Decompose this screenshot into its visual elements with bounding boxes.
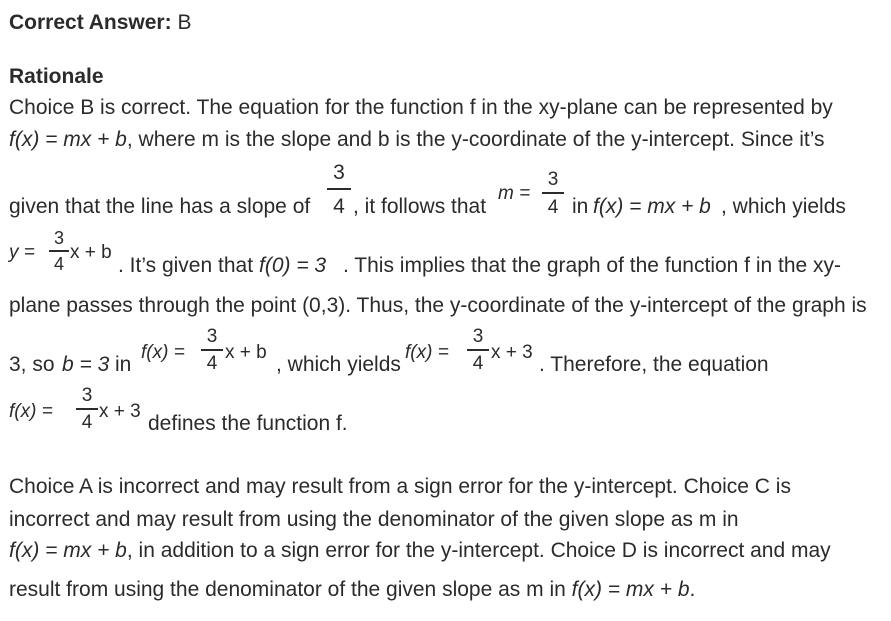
fraction-numerator: 3 [206,326,218,347]
slope-fraction [327,162,351,217]
fraction-denominator: 4 [547,197,559,218]
math-x-plus-3: x + 3 [491,342,533,363]
fraction-denominator: 4 [472,353,484,374]
math-y-equals: y = [9,242,35,263]
p2-line4-end: . [689,578,696,601]
math-fx-mx-b: f(x) = mx + b [571,578,690,601]
math-point: (0,3) [302,294,346,317]
fraction-numerator: 3 [53,228,64,248]
math-fx-equals: f(x) = [141,342,185,363]
p1-line1: Choice B is correct. The equation for the function f in the xy-plane can be represented by [9,96,833,119]
fraction-bar [201,349,223,351]
math-b-equals-3: b = 3 [62,353,110,376]
correct-answer-label: Correct Answer: [9,11,172,34]
fraction-bar [76,408,98,410]
fraction-numerator: 3 [81,385,93,406]
fraction-denominator: 4 [206,353,218,374]
p1-line2-text: , where m is the slope and b is the y-coordinate of the y-intercept. Since it’s [126,128,825,151]
p1-line5 [9,295,867,316]
correct-answer-value: B [177,11,192,34]
slope-fraction-fx [76,386,98,432]
math-x-plus-b: x + b [70,242,112,263]
p2-line3 [9,540,831,561]
math-fx-equals: f(x) = [9,401,53,422]
p2-line3-text: , in addition to a sign error for the y-intercept. Choice D is incorrect and may [126,539,831,562]
correct-answer-line [9,12,191,33]
p1-line4-a: . It’s given that [118,254,254,277]
fraction-denominator: 4 [53,254,64,274]
p1-line6-in: in [115,353,132,376]
slope-fraction-fx [467,327,489,373]
p1-line7-end: defines the function f. [148,412,348,435]
math-x-plus-3: x + 3 [99,401,141,422]
p1-line3-a: given that the line has a slope of [9,195,311,218]
p1-line6-end: . Therefore, the equation [539,353,769,376]
rationale-heading: Rationale [9,65,104,88]
p1-line5-a: plane passes through the point [9,294,297,317]
p2-line1: Choice A is incorrect and may result from a sign error for the y-intercept. Choice C is [9,475,791,498]
p1-line4-b: . This implies that the graph of the function f in the xy- [343,254,842,277]
fraction-bar [542,192,564,194]
math-fx-mx-b: f(x) = mx + b [593,195,711,218]
p2-line4 [9,579,695,600]
math-x-plus-b: x + b [225,342,267,363]
math-f0-equals-3: f(0) = 3 [259,254,327,277]
fraction-numerator: 3 [472,326,484,347]
math-fx-equals: f(x) = [405,342,449,363]
fraction-bar [467,349,489,351]
p1-line3-b: , it follows that [353,195,487,218]
p2-line4-text: result from using the denominator of the given slope as m in [9,578,566,601]
p1-line3-c: , which yields [721,195,846,218]
math-fx-mx-b: f(x) = mx + b [9,128,127,151]
math-fx-mx-b: f(x) = mx + b [9,539,127,562]
fraction-numerator: 3 [547,169,559,190]
slope-fraction-y [49,229,69,273]
p1-line6-which: , which yields [276,353,401,376]
fraction-numerator: 3 [333,161,345,184]
slope-fraction-fx [201,327,223,373]
fraction-denominator: 4 [333,195,345,218]
math-m-equals: m = [498,183,531,204]
p1-line3-in: in [572,195,589,218]
p2-line2: incorrect and may result from using the denominator of the given slope as m in [9,508,739,531]
fraction-bar [49,250,69,252]
fraction-denominator: 4 [81,412,93,433]
slope-fraction-m [542,170,564,217]
fraction-bar [327,188,351,190]
p1-line6-a: 3, so [9,353,55,376]
p1-line2 [9,129,825,150]
p1-line5-b: . Thus, the y-coordinate of the y-intercept of the graph is [345,294,867,317]
